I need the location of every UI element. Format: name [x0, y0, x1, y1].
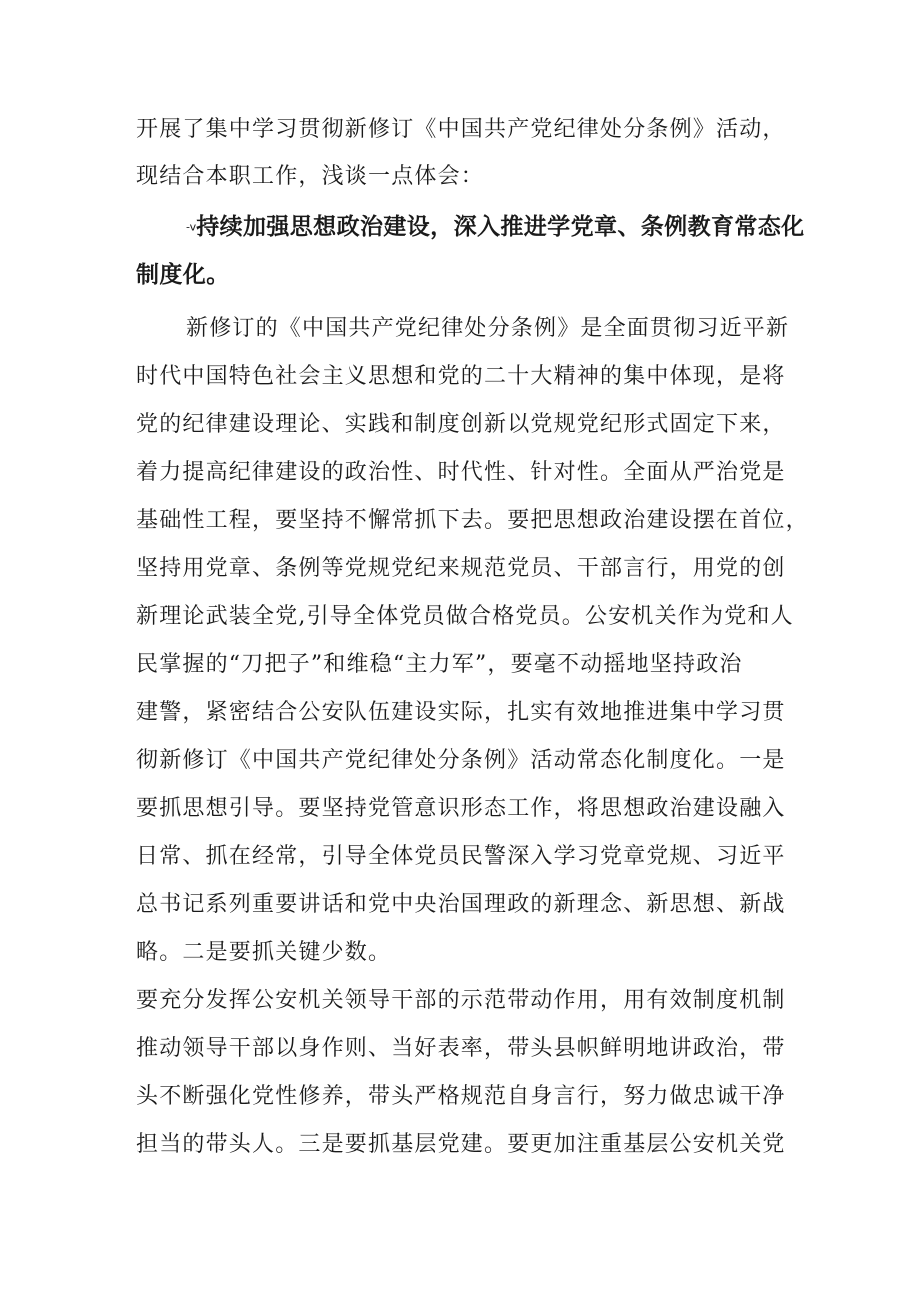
body-line-12: 日常、抓在经常，引导全体党员民警深入学习党章党规、习近平 — [136, 844, 786, 869]
body-line-10: 彻新修订《中国共产党纪律处分条例》活动常态化制度化。一是 — [136, 748, 786, 773]
continuation-line-1: 要充分发挥公安机关领导干部的示范带动作用，用有效制度机制 — [136, 988, 786, 1013]
section-heading-line-2: 制度化。 — [136, 262, 230, 288]
heading-marker: -v — [186, 220, 197, 234]
body-line-7: 新理论武装全党,引导全体党员做合格党员。公安机关作为党和人 — [136, 604, 794, 629]
intro-line-1: 开展了集中学习贯彻新修订《中国共产党纪律处分条例》活动， — [136, 117, 786, 142]
body-line-14: 略。二是要抓关键少数。 — [136, 940, 392, 965]
body-line-4: 着力提高纪律建设的政治性、时代性、针对性。全面从严治党是 — [136, 460, 786, 485]
section-heading-line-1 — [186, 212, 805, 243]
body-line-9: 建警，紧密结合公安队伍建设实际，扎实有效地推进集中学习贯 — [136, 700, 786, 725]
body-line-11: 要抓思想引导。要坚持党管意识形态工作，将思想政治建设融入 — [136, 796, 786, 821]
body-line-3: 党的纪律建设理论、实践和制度创新以党规党纪形式固定下来， — [136, 412, 786, 437]
body-line-13: 总书记系列重要讲话和党中央治国理政的新理念、新思想、新战 — [136, 892, 786, 917]
body-line-2: 时代中国特色社会主义思想和党的二十大精神的集中体现，是将 — [136, 364, 786, 389]
intro-line-2: 现结合本职工作，浅谈一点体会： — [136, 164, 485, 189]
body-line-6: 坚持用党章、条例等党规党纪来规范党员、干部言行，用党的创 — [136, 556, 786, 581]
continuation-line-3: 头不断强化党性修养，带头严格规范自身言行，努力做忠诚干净 — [136, 1084, 786, 1109]
body-line-8: 民掌握的“刀把子”和维稳“主力军”，要毫不动摇地坚持政治 — [136, 652, 743, 677]
body-line-5: 基础性工程，要坚持不懈常抓下去。要把思想政治建设摆在首位， — [136, 508, 809, 533]
body-line-1: 新修订的《中国共产党纪律处分条例》是全面贯彻习近平新 — [186, 316, 790, 341]
continuation-line-2: 推动领导干部以身作则、当好表率，带头县帜鲜明地讲政治，带 — [136, 1036, 786, 1061]
section-heading-text-1: 持续加强思想政治建设，深入推进学党章、条例教育常态化 — [196, 214, 805, 240]
continuation-line-4: 担当的带头人。三是要抓基层党建。要更加注重基层公安机关党 — [136, 1132, 786, 1157]
